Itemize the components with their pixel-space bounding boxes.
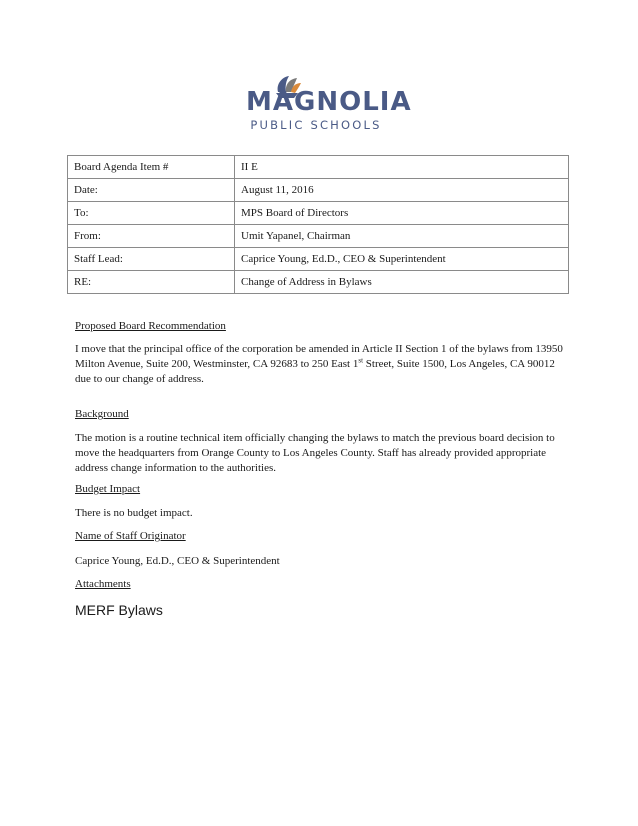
- attachments-heading: Attachments: [75, 578, 131, 590]
- table-row: [68, 179, 569, 202]
- recommendation-heading: Proposed Board Recommendation: [75, 320, 226, 332]
- background-heading: Background: [75, 408, 129, 420]
- attachment-link-merf-bylaws[interactable]: MERF Bylaws: [75, 602, 163, 618]
- originator-text: Caprice Young, Ed.D., CEO & Superintendent: [75, 555, 280, 567]
- table-row: [68, 202, 569, 225]
- row-value: II E: [235, 156, 569, 179]
- row-value: MPS Board of Directors: [235, 202, 569, 225]
- logo-subtitle: PUBLIC SCHOOLS: [250, 118, 382, 132]
- row-value: Change of Address in Bylaws: [235, 271, 569, 294]
- row-value: Umit Yapanel, Chairman: [235, 225, 569, 248]
- background-text: The motion is a routine technical item officially changing the bylaws to match the previous board decision to move the headquarters from Orange County to Los Angeles County. Staff has already provided appropriate address change information to the authorities.: [75, 432, 555, 474]
- row-label: From:: [68, 225, 235, 248]
- budget-text: There is no budget impact.: [75, 507, 193, 519]
- agenda-info-table: [67, 155, 569, 294]
- table-row: [68, 225, 569, 248]
- row-label: Staff Lead:: [68, 248, 235, 271]
- row-value: August 11, 2016: [235, 179, 569, 202]
- recommendation-text: I move that the principal office of the corporation be amended in Article II Section 1 of the bylaws from 13950 Milton Avenue, Suite 200, Westminster, CA 92683 to 250 East 1st Street, Suite 1500, Los Angeles, CA 90012 due to our change of address.: [75, 343, 563, 385]
- originator-heading: Name of Staff Originator: [75, 530, 186, 542]
- row-label: Date:: [68, 179, 235, 202]
- row-label: RE:: [68, 271, 235, 294]
- budget-heading: Budget Impact: [75, 483, 141, 495]
- row-value: Caprice Young, Ed.D., CEO & Superintendent: [235, 248, 569, 271]
- table-row: [68, 156, 569, 179]
- magnolia-logo: [246, 74, 412, 138]
- table-row: [68, 271, 569, 294]
- row-label: To:: [68, 202, 235, 225]
- row-label: Board Agenda Item #: [68, 156, 235, 179]
- table-row: [68, 248, 569, 271]
- logo-wordmark: MAGNOLIA: [246, 87, 412, 117]
